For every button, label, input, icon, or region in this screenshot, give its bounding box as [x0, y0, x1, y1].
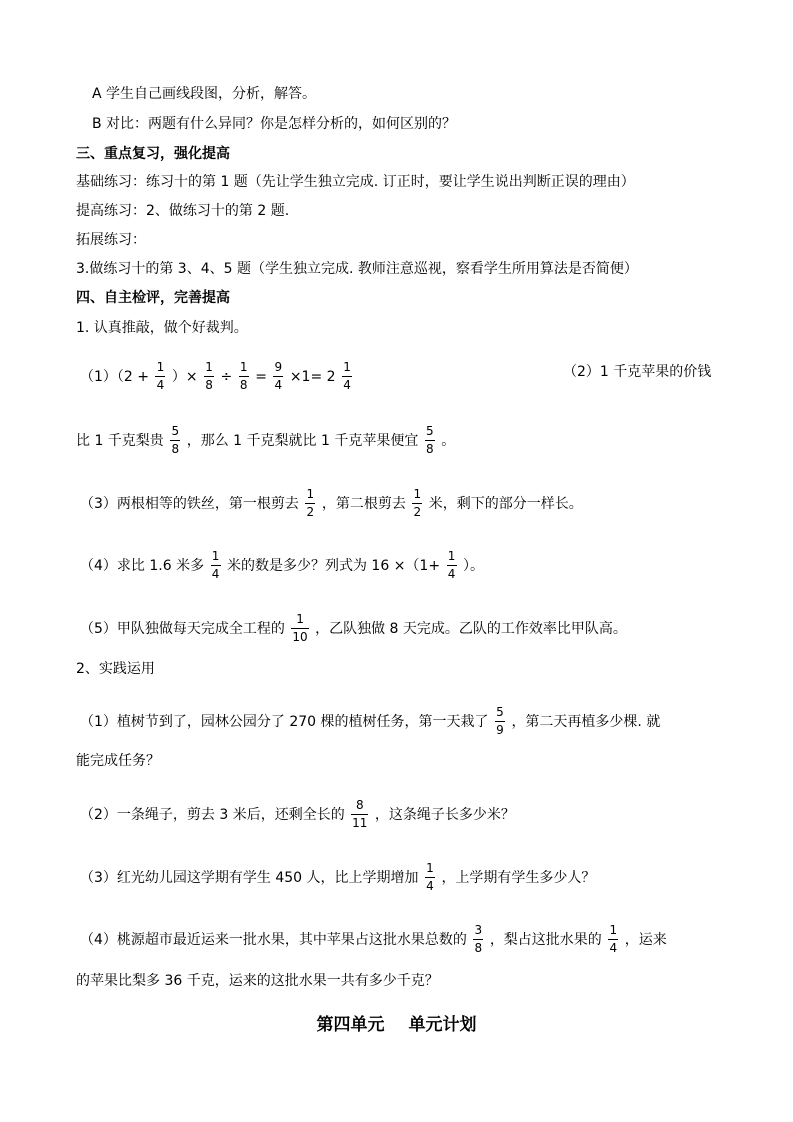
- basic-practice: 基础练习：练习十的第 1 题（先让学生独立完成. 订正时，要让学生说出判断正误的理由）: [76, 174, 635, 190]
- fraction: $\frac{9}{4}$: [274, 360, 283, 392]
- section-4-heading: 四、自主检评，完善提高: [76, 290, 230, 306]
- fraction: $\frac{1}{4}$: [343, 360, 351, 392]
- fraction: $\frac{1}{4}$: [447, 549, 456, 581]
- expand-practice: 拓展练习：: [76, 232, 146, 248]
- practice-question-2: （2）一条绳子，剪去 3 米后，还剩全长的 $\frac{8}{11}$ ，这条绳子长多少米？: [80, 798, 515, 830]
- fraction: $\frac{5}{9}$: [496, 705, 504, 737]
- practice-question-4: （4）桃源超市最近运来一批水果，其中苹果占这批水果总数的 $\frac{3}{8}$ ，梨占这批水果的 $\frac{1}{4}$ ，运来: [80, 923, 667, 955]
- expand-detail: 3.做练习十的第 3、4、5 题（学生独立完成. 教师注意巡视，察看学生所用算法是否简便）: [76, 261, 638, 277]
- fraction: $\frac{8}{11}$: [352, 798, 368, 830]
- judge-item-2-start: （2）1 千克苹果的价钱: [563, 364, 712, 380]
- fraction: $\frac{1}{4}$: [156, 360, 165, 392]
- judge-item-4: （4）求比 1.6 米多 $\frac{1}{4}$ 米的数是多少？列式为 16 ×（1+ $\frac{1}{4}$ ）。: [80, 549, 484, 581]
- fraction: $\frac{5}{8}$: [425, 424, 434, 456]
- fraction: $\frac{5}{8}$: [171, 424, 180, 456]
- line-a: A 学生自己画线段图，分析，解答。: [92, 86, 317, 102]
- judge-item-3: （3）两根相等的铁丝，第一根剪去 $\frac{1}{2}$ ，第二根剪去 $\frac{1}{2}$ 米，剩下的部分一样长。: [80, 487, 583, 519]
- practice-question-1: （1）植树节到了，园林公园分了 270 棵的植树任务，第一天栽了 $\frac{5}{9}$ ，第二天再植多少棵. 就: [80, 705, 661, 737]
- fraction: $\frac{1}{2}$: [413, 487, 422, 519]
- fraction: $\frac{1}{10}$: [292, 612, 308, 644]
- judge-item-5: （5）甲队独做每天完成全工程的 $\frac{1}{10}$ ，乙队独做 8 天完成。乙队的工作效率比甲队高。: [80, 612, 627, 644]
- practice-title: 2、实践运用: [76, 661, 155, 677]
- fraction: $\frac{1}{4}$: [211, 549, 220, 581]
- fraction: $\frac{3}{8}$: [474, 923, 483, 955]
- practice-question-3: （3）红光幼儿园这学期有学生 450 人，比上学期增加 $\frac{1}{4}$ ，上学期有学生多少人？: [80, 861, 596, 893]
- fraction: $\frac{1}{2}$: [306, 487, 315, 519]
- practice-question-4-cont: 的苹果比梨多 36 千克，运来的这批水果一共有多少千克？: [76, 973, 439, 989]
- judge-item-2: 比 1 千克梨贵 $\frac{5}{8}$ ，那么 1 千克梨就比 1 千克苹果便宜 $\frac{5}{8}$ 。: [76, 424, 456, 456]
- section-3-heading: 三、重点复习，强化提高: [76, 146, 230, 162]
- improve-practice: 提高练习：2、做练习十的第 2 题.: [76, 203, 290, 219]
- practice-question-1-cont: 能完成任务？: [76, 753, 160, 769]
- judge-title: 1. 认真推敲，做个好裁判。: [76, 320, 248, 336]
- line-b: B 对比：两题有什么异同？你是怎样分析的，如何区别的？: [92, 116, 457, 132]
- fraction: $\frac{1}{4}$: [426, 861, 434, 893]
- unit-title: 第四单元 单元计划: [316, 1015, 477, 1035]
- fraction: $\frac{1}{4}$: [609, 923, 618, 955]
- fraction: $\frac{1}{8}$: [205, 360, 213, 392]
- fraction: $\frac{1}{8}$: [239, 360, 248, 392]
- judge-item-1: （1）（2 + $\frac{1}{4}$ ）× $\frac{1}{8}$ ÷ $\frac{1}{8}$ = $\frac{9}{4}$ ×1= 2 $\frac{1}{4}$: [80, 360, 351, 392]
